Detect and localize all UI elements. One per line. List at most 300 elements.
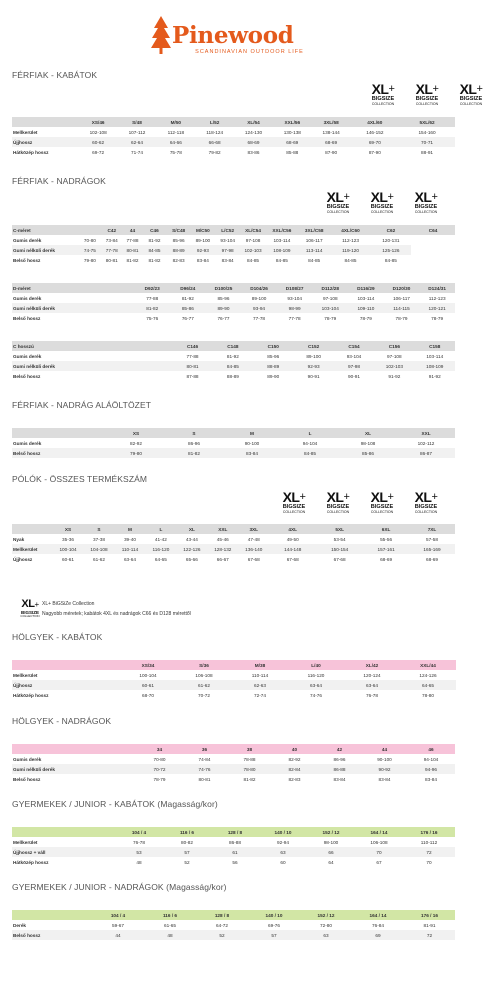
measure-cell: 83-84 bbox=[425, 776, 437, 782]
size-header: D116/29 bbox=[348, 283, 384, 293]
xl-bigsize-icon: XL+ BIGSIZE COLLECTION bbox=[20, 598, 40, 618]
row-label: Újjhossz + váll bbox=[12, 847, 115, 857]
xl-badge-plus: + bbox=[387, 191, 394, 203]
measure-cell: 88-89 bbox=[253, 361, 293, 371]
size-header: XXL bbox=[397, 428, 455, 438]
measure-cell: 88-89 bbox=[167, 245, 191, 255]
size-header: 5XL bbox=[316, 524, 363, 534]
measure-cell: 78-88 bbox=[243, 756, 256, 762]
table-row bbox=[12, 920, 455, 930]
measure-cell: 144-148 bbox=[269, 544, 316, 554]
table-row bbox=[12, 361, 455, 371]
xl-bigsize-icon bbox=[408, 490, 444, 516]
table-header-row bbox=[12, 117, 455, 127]
measure-cell: 61-62 bbox=[92, 556, 105, 562]
size-header: 4XL/C60 bbox=[330, 225, 370, 235]
measure-cell: 93-104 bbox=[346, 353, 362, 359]
measure-cell: 80-81 bbox=[105, 257, 118, 263]
size-header: L/C52 bbox=[215, 225, 240, 235]
xl-badge-plus: + bbox=[299, 491, 306, 503]
size-header: XL/54 bbox=[234, 117, 273, 127]
measure-cell: 74-76 bbox=[310, 692, 322, 698]
measure-cell: 76-78 bbox=[366, 692, 378, 698]
measure-cell: 70-80 bbox=[83, 237, 96, 243]
table-row bbox=[12, 690, 456, 700]
measure-cell: 80-81 bbox=[198, 776, 211, 782]
measure-cell: 63 bbox=[300, 930, 352, 940]
table-row bbox=[12, 438, 455, 448]
measure-cell: 92-93 bbox=[191, 245, 215, 255]
measure-cell: 92-94 bbox=[277, 839, 289, 845]
measure-cell: 76-77 bbox=[217, 315, 230, 321]
measure-cell: 87-90 bbox=[325, 149, 338, 155]
size-header: D112/28 bbox=[312, 283, 348, 293]
header-label bbox=[12, 660, 120, 670]
row-label: Belső hossz bbox=[13, 776, 41, 782]
measure-cell: 84-85 bbox=[344, 257, 357, 263]
measure-cell: 119-120 bbox=[330, 245, 370, 255]
measure-cell: 78-79 bbox=[431, 315, 444, 321]
measure-cell: 97-108 bbox=[387, 353, 402, 359]
measure-cell: 69 bbox=[352, 930, 404, 940]
size-header: C156 bbox=[374, 341, 414, 351]
row-label: Hátközép hossz bbox=[13, 859, 49, 865]
xl-bigsize-icon bbox=[320, 190, 356, 216]
table-header-row bbox=[12, 660, 456, 670]
measure-cell: 48 bbox=[136, 859, 142, 865]
row-label: Gumi nélküli derék bbox=[12, 361, 132, 371]
xl-badge-top: XL+ bbox=[370, 489, 394, 505]
size-header: 36 bbox=[182, 744, 227, 754]
measure-cell: 72 bbox=[404, 930, 455, 940]
size-header: 42 bbox=[317, 744, 362, 754]
measure-cell: 91-92 bbox=[428, 373, 441, 379]
measure-cell: 70-72 bbox=[198, 692, 210, 698]
measure-cell: 70 bbox=[426, 859, 432, 865]
measure-cell: 47-48 bbox=[247, 536, 260, 542]
size-header: 44 bbox=[123, 225, 143, 235]
measure-cell: 102-108 bbox=[89, 129, 107, 135]
measure-cell: 53-54 bbox=[333, 536, 346, 542]
row-label: Mellkerület bbox=[13, 672, 38, 678]
table-row bbox=[12, 680, 456, 690]
measure-cell bbox=[99, 293, 135, 303]
size-header: L/52 bbox=[195, 117, 234, 127]
measure-cell: 69-76 bbox=[268, 922, 280, 928]
measure-cell: 78-79 bbox=[359, 315, 372, 321]
measure-cell: 90-92 bbox=[362, 764, 407, 774]
measure-cell: 79-80 bbox=[107, 448, 165, 458]
measure-cell: 82-83 bbox=[172, 257, 185, 263]
row-label: Gumi nélküli derék bbox=[12, 245, 79, 255]
measure-cell: 109-110 bbox=[348, 303, 384, 313]
measure-cell: 69-72 bbox=[92, 149, 105, 155]
xl-badge-mid: BIGSIZE bbox=[414, 204, 438, 210]
measure-cell: 93-94 bbox=[241, 303, 277, 313]
xl-badge-top: XL+ bbox=[282, 489, 306, 505]
size-header: XS/34 bbox=[120, 660, 176, 670]
measure-cell: 59-67 bbox=[112, 922, 124, 928]
xl-badge-plus: + bbox=[432, 83, 439, 95]
size-header: M bbox=[114, 524, 145, 534]
measure-cell: 90-91 bbox=[307, 373, 320, 379]
section-title: HÖLGYEK - KABÁTOK bbox=[12, 632, 103, 642]
size-header: XS/46 bbox=[79, 117, 118, 127]
size-header: 116 / 6 bbox=[144, 910, 196, 920]
size-header: 164 / 14 bbox=[352, 910, 404, 920]
size-header: D120/30 bbox=[384, 283, 420, 293]
row-label: Belső hossz bbox=[12, 930, 92, 940]
measure-cell: 114-115 bbox=[384, 303, 420, 313]
measure-cell: 86-96 bbox=[188, 440, 200, 446]
size-header: XL/42 bbox=[344, 660, 400, 670]
size-header: D104/26 bbox=[241, 283, 277, 293]
xl-badge-mid: BIGSIZE bbox=[371, 96, 395, 102]
xl-badge-plus: + bbox=[388, 83, 395, 95]
measure-cell: 85-86 bbox=[339, 448, 397, 458]
measure-cell: 66-68 bbox=[195, 137, 234, 147]
measure-cell: 81-92 bbox=[181, 295, 194, 301]
measure-cell: 55-56 bbox=[380, 536, 393, 542]
size-header: 176 / 16 bbox=[403, 827, 455, 837]
xl-badge-mid: BIGSIZE bbox=[415, 96, 439, 102]
measure-cell: 85-96 bbox=[267, 353, 280, 359]
size-header: XL/C54 bbox=[240, 225, 265, 235]
measure-cell: 94-104 bbox=[423, 756, 439, 762]
measure-cell: 57-58 bbox=[426, 536, 439, 542]
measure-cell: 83-84 bbox=[196, 257, 209, 263]
row-label: Belső hossz bbox=[12, 448, 107, 458]
measure-cell: 75-78 bbox=[169, 149, 182, 155]
row-label: Gumis derék bbox=[13, 440, 42, 446]
measure-cell: 80-81 bbox=[172, 361, 212, 371]
measure-cell: 63-64 bbox=[288, 680, 344, 690]
measure-cell: 110-112 bbox=[420, 839, 438, 845]
size-header: 104 / 4 bbox=[92, 910, 144, 920]
row-label: Mellkerület bbox=[12, 544, 53, 554]
table-header-row bbox=[12, 744, 455, 754]
size-header: XL bbox=[176, 524, 207, 534]
measure-cell: 81-91 bbox=[423, 922, 436, 928]
measure-cell: 81-82 bbox=[126, 257, 139, 263]
measure-cell: 72-80 bbox=[320, 922, 332, 928]
table-row bbox=[12, 837, 455, 847]
size-header: XS bbox=[53, 524, 84, 534]
measure-cell: 78-79 bbox=[324, 315, 337, 321]
size-header: 128 / 8 bbox=[196, 910, 248, 920]
xl-badge-top: XL+ bbox=[326, 489, 350, 505]
measure-cell: 62-64 bbox=[118, 137, 157, 147]
measure-cell: 125-126 bbox=[371, 245, 411, 255]
measure-cell: 83-84 bbox=[223, 448, 281, 458]
measure-cell: 81-92 bbox=[148, 237, 161, 243]
measure-cell: 73-84 bbox=[105, 237, 118, 243]
measure-cell: 77-88 bbox=[186, 353, 199, 359]
section-title: GYERMEKEK / JUNIOR - KABÁTOK (Magasság/kor) bbox=[12, 799, 218, 809]
measure-cell: 94-96 bbox=[407, 764, 455, 774]
measure-cell: 146-152 bbox=[366, 129, 384, 135]
measure-cell: 103-104 bbox=[312, 303, 348, 313]
size-header: D96/24 bbox=[170, 283, 206, 293]
measure-cell: 93-104 bbox=[220, 237, 235, 243]
measure-cell: 68-69 bbox=[234, 137, 273, 147]
size-table bbox=[12, 660, 456, 700]
measure-cell: 84-85 bbox=[275, 257, 288, 263]
measure-cell: 106-108 bbox=[195, 672, 213, 678]
size-header: XXL/44 bbox=[400, 660, 456, 670]
size-header: XL bbox=[339, 428, 397, 438]
xl-badge-bot: COLLECTION bbox=[370, 210, 394, 214]
header-label bbox=[12, 117, 79, 127]
measure-cell: 76-78 bbox=[133, 839, 145, 845]
measure-cell: 81-82 bbox=[243, 776, 256, 782]
header-label bbox=[12, 744, 137, 754]
xl-badge-plus: + bbox=[431, 491, 438, 503]
measure-cell: 49-50 bbox=[286, 536, 299, 542]
size-table bbox=[12, 283, 455, 323]
measure-cell: 97-98 bbox=[215, 245, 240, 255]
size-header: 104 / 4 bbox=[115, 827, 163, 837]
size-header: L/40 bbox=[288, 660, 344, 670]
row-label: Újjhossz bbox=[12, 680, 120, 690]
measure-cell: 165-169 bbox=[409, 544, 455, 554]
measure-cell: 88-89 bbox=[226, 373, 239, 379]
measure-cell: 120-121 bbox=[419, 303, 455, 313]
measure-cell: 74-84 bbox=[198, 756, 211, 762]
measure-cell: 80-82 bbox=[181, 839, 193, 845]
measure-cell: 110-114 bbox=[114, 544, 145, 554]
measure-cell: 78-79 bbox=[395, 315, 408, 321]
measure-cell: 86-88 bbox=[229, 839, 241, 845]
xl-bigsize-icon bbox=[365, 82, 401, 108]
table-row bbox=[12, 127, 455, 137]
table-header-row bbox=[12, 910, 455, 920]
measure-cell: 82-83 bbox=[288, 776, 301, 782]
measure-cell: 78-80 bbox=[227, 764, 272, 774]
measure-cell: 82-92 bbox=[288, 756, 301, 762]
size-header: 38 bbox=[227, 744, 272, 754]
measure-cell: 108-109 bbox=[415, 361, 455, 371]
measure-cell: 68-69 bbox=[380, 556, 393, 562]
measure-cell: 94-104 bbox=[302, 440, 318, 446]
measure-cell: 68-69 bbox=[426, 556, 439, 562]
xl-note-description: Nagyobb méretek; kabátok 4XL és nadrágok C66 és D128 mérettől bbox=[42, 611, 191, 617]
measure-cell: 83-84 bbox=[221, 257, 234, 263]
xl-badge-mid: BIGSIZE bbox=[370, 504, 394, 510]
size-header: XXL/56 bbox=[273, 117, 312, 127]
measure-cell: 48 bbox=[144, 930, 196, 940]
measure-cell: 98-100 bbox=[323, 839, 339, 845]
section-title: PÓLÓK - ÖSSZES TERMÉKSZÁM bbox=[12, 474, 148, 484]
xl-badge-bot: COLLECTION bbox=[282, 510, 306, 514]
size-header: L bbox=[281, 428, 339, 438]
size-header: 140 / 10 bbox=[248, 910, 300, 920]
header-label bbox=[12, 827, 115, 837]
size-header: 7XL bbox=[409, 524, 455, 534]
measure-cell: 89-100 bbox=[251, 295, 267, 301]
measure-cell: 97-108 bbox=[245, 237, 261, 243]
measure-cell: 88-91 bbox=[421, 149, 434, 155]
measure-cell: 128-132 bbox=[207, 544, 238, 554]
section-title: FÉRFIAK - NADRÁG ALÁÖLTÖZET bbox=[12, 400, 152, 410]
measure-cell: 124-130 bbox=[244, 129, 263, 135]
measure-cell: 90-100 bbox=[244, 440, 260, 446]
measure-cell: 63-64 bbox=[344, 680, 400, 690]
size-header: S/48 bbox=[118, 117, 157, 127]
xl-badge-plus: + bbox=[476, 83, 483, 95]
measure-cell: 56 bbox=[232, 859, 238, 865]
measure-cell: 84-85 bbox=[308, 257, 321, 263]
measure-cell: 68-69 bbox=[273, 137, 312, 147]
measure-cell: 84-85 bbox=[213, 361, 253, 371]
table-row bbox=[12, 554, 455, 564]
measure-cell: 81-82 bbox=[165, 448, 223, 458]
xl-badge-bot: COLLECTION bbox=[326, 510, 350, 514]
row-label: Belső hossz bbox=[13, 373, 41, 379]
row-label: Belső hossz bbox=[13, 257, 41, 263]
xl-badge-top: XL+ bbox=[414, 189, 438, 205]
xl-badge-bot: COLLECTION bbox=[414, 210, 438, 214]
measure-cell: 106-117 bbox=[305, 237, 323, 243]
measure-cell: 71-74 bbox=[130, 149, 143, 155]
size-header: 34 bbox=[137, 744, 182, 754]
xl-badge-plus: + bbox=[431, 191, 438, 203]
measure-cell: 68-70 bbox=[142, 692, 154, 698]
table-row bbox=[12, 448, 455, 458]
measure-cell: 64-65 bbox=[154, 556, 167, 562]
size-header: C42 bbox=[101, 225, 123, 235]
measure-cell: 52 bbox=[184, 859, 190, 865]
measure-cell: 85-86 bbox=[170, 303, 206, 313]
measure-cell: 130-138 bbox=[283, 129, 301, 135]
measure-cell: 103-114 bbox=[426, 353, 444, 359]
measure-cell: 37-38 bbox=[92, 536, 105, 542]
xl-bigsize-icon bbox=[408, 190, 444, 216]
table-row bbox=[12, 255, 455, 265]
size-header: C150 bbox=[253, 341, 293, 351]
size-header: 4XL bbox=[269, 524, 316, 534]
measure-cell: 84-85 bbox=[384, 257, 397, 263]
size-header: C62 bbox=[371, 225, 411, 235]
size-table bbox=[12, 827, 455, 867]
measure-cell: 62-63 bbox=[232, 680, 288, 690]
measure-cell: 110-114 bbox=[251, 672, 269, 678]
measure-cell: 81-82 bbox=[148, 257, 161, 263]
measure-cell: 90-91 bbox=[347, 373, 360, 379]
measure-cell: 108-109 bbox=[266, 245, 298, 255]
xl-badge-mid: BIGSIZE bbox=[326, 504, 350, 510]
measure-cell: 43-44 bbox=[185, 536, 198, 542]
size-header: C46 bbox=[142, 225, 166, 235]
size-header: XXL bbox=[207, 524, 238, 534]
measure-cell: 67-68 bbox=[333, 556, 346, 562]
measure-cell: 70-71 bbox=[399, 137, 455, 147]
row-label: Derék bbox=[13, 922, 27, 928]
measure-cell: 64-72 bbox=[216, 922, 228, 928]
table-header-row bbox=[12, 827, 455, 837]
measure-cell: 97-108 bbox=[322, 295, 338, 301]
table-row bbox=[12, 670, 456, 680]
size-header: XXL/C56 bbox=[266, 225, 298, 235]
size-header: D92/23 bbox=[134, 283, 170, 293]
table-row bbox=[12, 351, 455, 361]
xl-bigsize-icon bbox=[453, 82, 489, 108]
brand-name: Pinewood bbox=[172, 22, 294, 49]
size-header: 152 / 12 bbox=[300, 910, 352, 920]
xl-badge-mid: BIGSIZE bbox=[326, 204, 350, 210]
brand-logo bbox=[0, 6, 459, 64]
xl-badge-bot: COLLECTION bbox=[414, 510, 438, 514]
measure-cell: 57 bbox=[248, 930, 300, 940]
measure-cell: 84-85 bbox=[281, 448, 339, 458]
size-header: S bbox=[84, 524, 115, 534]
measure-cell: 67-68 bbox=[286, 556, 299, 562]
size-header: 140 / 10 bbox=[259, 827, 307, 837]
xl-badge-top: XL+ bbox=[459, 81, 483, 97]
measure-cell: 87-88 bbox=[186, 373, 199, 379]
size-table bbox=[12, 744, 455, 784]
measure-cell: 100-104 bbox=[53, 544, 84, 554]
xl-badge-top: XL+ bbox=[370, 189, 394, 205]
measure-cell: 80-81 bbox=[123, 245, 143, 255]
size-header: 3XL bbox=[238, 524, 269, 534]
row-label: Hátközép hossz bbox=[13, 149, 49, 155]
size-header: 152 / 12 bbox=[307, 827, 355, 837]
size-header: C152 bbox=[293, 341, 333, 351]
measure-cell: 74-75 bbox=[79, 245, 101, 255]
measure-cell: 77-78 bbox=[101, 245, 123, 255]
measure-cell: 63-64 bbox=[123, 556, 136, 562]
xl-bigsize-icon bbox=[320, 490, 356, 516]
xl-badge-plus: + bbox=[343, 191, 350, 203]
measure-cell: 35-36 bbox=[62, 536, 75, 542]
size-table bbox=[12, 225, 455, 265]
measure-cell: 86-96 bbox=[333, 756, 346, 762]
measure-cell: 120-124 bbox=[363, 672, 381, 678]
measure-cell: 75-76 bbox=[146, 315, 159, 321]
size-header: L bbox=[145, 524, 176, 534]
measure-cell: 61-62 bbox=[176, 680, 232, 690]
measure-cell: 90-100 bbox=[377, 756, 392, 762]
header-label: C-méret bbox=[12, 225, 101, 235]
size-header: 46 bbox=[407, 744, 455, 754]
measure-cell: 103-114 bbox=[273, 237, 291, 243]
xl-note-label: XL+ BiGSiZe Collection bbox=[42, 601, 95, 607]
measure-cell: 41-42 bbox=[154, 536, 167, 542]
measure-cell: 61 bbox=[211, 847, 259, 857]
measure-cell: 122-126 bbox=[176, 544, 207, 554]
xl-badge-top: XL+ bbox=[415, 81, 439, 97]
table-row bbox=[12, 313, 455, 323]
size-header: D100/25 bbox=[206, 283, 242, 293]
xl-badge-mid: BIGSIZE bbox=[414, 504, 438, 510]
row-label: Nyak bbox=[13, 536, 25, 542]
measure-cell: 64-66 bbox=[156, 137, 195, 147]
measure-cell: 85-96 bbox=[217, 295, 230, 301]
measure-cell: 63 bbox=[259, 847, 307, 857]
row-label: Gumi nélküli derék bbox=[12, 764, 137, 774]
measure-cell: 64-65 bbox=[400, 680, 456, 690]
size-header: S/C48 bbox=[167, 225, 191, 235]
measure-cell: 120-131 bbox=[382, 237, 400, 243]
measure-cell: 60-61 bbox=[62, 556, 75, 562]
row-label: Gumis derék bbox=[13, 295, 42, 301]
xl-badge-mid: BIGSIZE bbox=[282, 504, 306, 510]
table-row bbox=[12, 930, 455, 940]
size-header: C148 bbox=[213, 341, 253, 351]
measure-cell: 66-67 bbox=[216, 556, 229, 562]
table-row bbox=[12, 764, 455, 774]
